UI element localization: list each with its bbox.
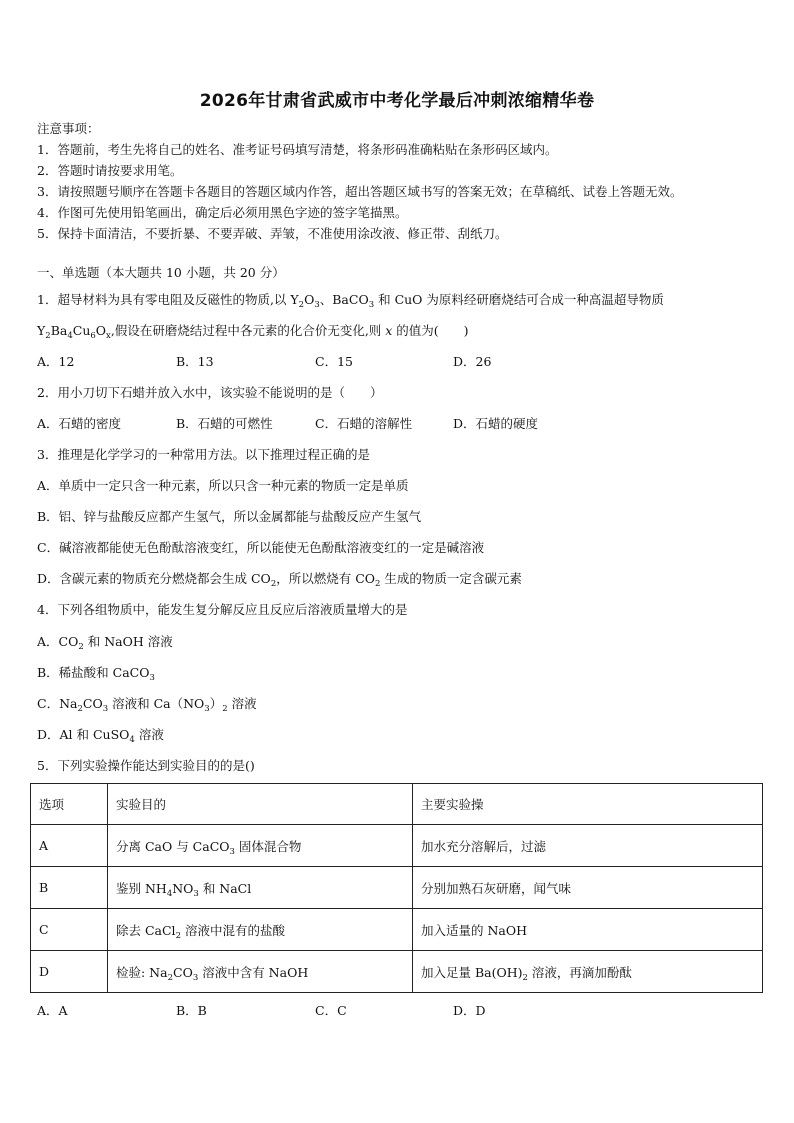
- notice-item-2: 2．答题时请按要求用笔。: [37, 163, 183, 178]
- row-operation: 分别加熟石灰研磨，闻气味: [413, 867, 763, 909]
- row-operation: 加入适量的 NaOH: [413, 909, 763, 951]
- row-purpose: 除去 CaCl$_2$ 溶液中混有的盐酸: [108, 909, 413, 951]
- q5-option-d[interactable]: D．D: [453, 1003, 486, 1018]
- table-row: [31, 825, 763, 867]
- q3-option-c[interactable]: C．碱溶液都能使无色酚酞溶液变红，所以能使无色酚酞溶液变红的一定是碱溶液: [37, 540, 485, 555]
- experiment-table: [30, 783, 763, 993]
- q5-option-a[interactable]: A．A: [37, 1003, 68, 1018]
- q4-option-c[interactable]: C．$Na_2CO_3$ 溶液和 $Ca(NO_3)_2$ 溶液: [37, 696, 257, 714]
- table-row: [31, 909, 763, 951]
- notice-heading: 注意事项：: [37, 121, 100, 136]
- q1-option-c[interactable]: C．15: [315, 354, 353, 369]
- row-option: C: [31, 909, 108, 951]
- table-row: [31, 867, 763, 909]
- q1-option-a[interactable]: A．12: [37, 354, 75, 369]
- q2-option-a[interactable]: A．石蜡的密度: [37, 416, 122, 431]
- q2-option-d[interactable]: D．石蜡的硬度: [453, 416, 539, 431]
- row-purpose: 检验: $Na_2CO_3$ 溶液中含有 NaOH: [108, 951, 413, 993]
- section-heading: 一、单选题（本大题共 10 小题，共 20 分）: [37, 265, 285, 280]
- q4-option-d[interactable]: D．Al 和 CuSO$_4$ 溶液: [37, 727, 164, 745]
- q5-option-c[interactable]: C．C: [315, 1003, 347, 1018]
- q5-stem: 5．下列实验操作能达到实验目的的是(): [37, 758, 255, 773]
- q5-option-b[interactable]: B．B: [176, 1003, 207, 1018]
- q4-option-a[interactable]: A．$CO_2$ 和 NaOH 溶液: [37, 634, 173, 652]
- q3-option-d[interactable]: D．含碳元素的物质充分燃烧都会生成 $CO_2$，所以燃烧有 $CO_2$ 生成的物质一定含碳元素: [37, 571, 522, 589]
- row-operation: 加水充分溶解后，过滤: [413, 825, 763, 867]
- notice-item-4: 4．作图可先使用铅笔画出，确定后必须用黑色字迹的签字笔描黑。: [37, 205, 408, 220]
- q2-option-c[interactable]: C．石蜡的溶解性: [315, 416, 413, 431]
- q4-stem: 4．下列各组物质中，能发生复分解反应且反应后溶液质量增大的是: [37, 602, 408, 617]
- row-purpose: 鉴别 $NH_4NO_3$ 和 NaCl: [108, 867, 413, 909]
- row-option: D: [31, 951, 108, 993]
- q3-stem: 3．推理是化学学习的一种常用方法。以下推理过程正确的是: [37, 447, 370, 462]
- q3-option-a[interactable]: A．单质中一定只含一种元素，所以只含一种元素的物质一定是单质: [37, 478, 409, 493]
- row-operation: 加入足量 $Ba(OH)_2$ 溶液，再滴加酚酞: [413, 951, 763, 993]
- q1-option-d[interactable]: D．26: [453, 354, 492, 369]
- row-option: B: [31, 867, 108, 909]
- q4-option-b[interactable]: B．稀盐酸和 CaCO$_3$: [37, 665, 155, 683]
- notice-item-1: 1．答题前，考生先将自己的姓名、准考证号码填写清楚，将条形码准确粘贴在条形码区域内。: [37, 142, 558, 157]
- header-purpose: 实验目的: [108, 784, 413, 825]
- q1-stem-line1: 1．超导材料为具有零电阻及反磁性的物质,以 $Y_2O_3$、BaCO$_3$ 和 CuO 为原料经研磨烧结可合成一种高温超导物质: [37, 292, 664, 310]
- q3-option-b[interactable]: B．铝、锌与盐酸反应都产生氢气，所以金属都能与盐酸反应产生氢气: [37, 509, 422, 524]
- q2-option-b[interactable]: B．石蜡的可燃性: [176, 416, 273, 431]
- q1-stem-line2: $Y_2Ba_4Cu_6O_x$,假设在研磨烧结过程中各元素的化合价无变化,则 x 的值为( ): [37, 323, 469, 341]
- header-operation: 主要实验操: [413, 784, 763, 825]
- row-option: A: [31, 825, 108, 867]
- header-option: 选项: [31, 784, 108, 825]
- page-title: 2026年甘肃省武威市中考化学最后冲刺浓缩精华卷: [199, 91, 595, 111]
- notice-item-5: 5．保持卡面清洁，不要折暴、不要弄破、弄皱，不准使用涂改液、修正带、刮纸刀。: [37, 226, 508, 241]
- q2-stem: 2．用小刀切下石蜡并放入水中，该实验不能说明的是（ ）: [37, 385, 383, 400]
- table-row: [31, 951, 763, 993]
- notice-item-3: 3．请按照题号顺序在答题卡各题目的答题区域内作答，超出答题区域书写的答案无效；在草稿纸、试卷上答题无效。: [37, 184, 683, 199]
- row-purpose: 分离 CaO 与 CaCO$_3$ 固体混合物: [108, 825, 413, 867]
- table-header-row: [31, 784, 763, 825]
- q1-option-b[interactable]: B．13: [176, 354, 214, 369]
